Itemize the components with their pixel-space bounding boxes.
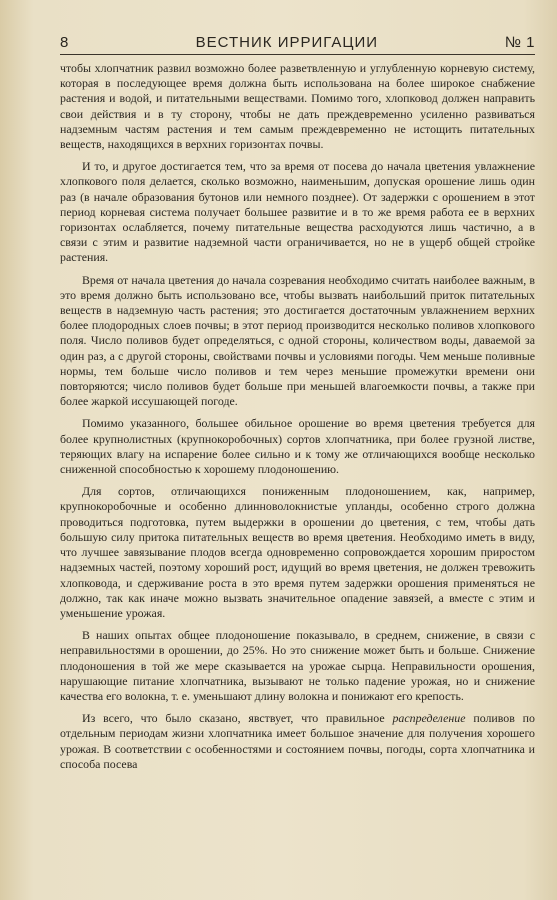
paragraph-2: И то, и другое достигается тем, что за время от посева до начала цветения увлажнение хлопкового поля делается, сколько возможно, наименьшим, допуская орошение лишь один раз (в начале образования бутонов или немного позднее). От задержки с орошением в этот период корневая система получает большее развитие и в то же время работа ее в верхних горизонтах ослабляется, почему питательные вещества расходуются лишь частично, а в связи с этим и развитие надземной части ограничивается, но не в ущерб общей стройке растения. (60, 159, 535, 265)
paragraph-7-end: поливов по отдельным периодам жизни хлопчатника имеет большое значение для получения хорошего урожая. В соответствии с особенностями и состоянием почвы, погоды, сорта хлопчатника и способа посева (60, 711, 535, 771)
paragraph-5: Для сортов, отличающихся пониженным плодоношением, как, например, крупнокоробочные и особенно длинноволокнистые упланды, особенно строго должна проводиться подготовка, путем выдержки в орошении до цветения, с тем, чтобы дать большую силу притока питательных веществ во время цветения. Необходимо иметь в виду, что лучшее завязывание плодов всегда одновременно сопровождается хорошим приростом надземных частей, поэтому хороший рост, идущий во время цветения, не должен тревожить хлопковода, и сдерживание роста в это время путем задержки орошения применяться не должно, так как иначе можно вызвать значительное опадение завязей, а вместе с этим и уменьшение урожая. (60, 484, 535, 620)
paragraph-7 (60, 711, 535, 772)
page-header (60, 34, 535, 55)
paragraph-1: чтобы хлопчатник развил возможно более разветвленную и углубленную корневую систему, которая в последующее время должна быть использована на более широкое снабжение растения и водой, и питательными веществами. Помимо того, хлопковод должен направить свои действия и в ту сторону, чтобы не дать преждевременно усиленно развиваться надземным частям растения и тем самым преждевременно не истощить питательных веществ, находящихся в верхних горизонтах почвы. (60, 61, 535, 152)
page-number: 8 (60, 34, 69, 51)
paragraph-6: В наших опытах общее плодоношение показывало, в среднем, снижение, в связи с неправильностями в орошении, до 25%. Но это снижение может быть и больше. Снижение плодоношения в той же мере сказывается на урожае сырца. Неправильности орошения, нарушающие питание хлопчатника, вызывают не только падение урожая, но и снижение качества его волокна, т. е. уменьшают длину волокна и понижают его крепость. (60, 628, 535, 703)
article-body (60, 61, 535, 772)
paragraph-3: Время от начала цветения до начала созревания необходимо считать наиболее важным, в это время должно быть использовано все, чтобы вызвать наибольший приток питательных веществ в надземную часть растения; это достигается достаточным увлажнением верхних более плодородных слоев почвы; в этот период производится несколько поливов хлопкового поля. Число поливов будет определяться, с одной стороны, количеством воды, даваемой за один раз, а с другой стороны, свойствами почвы и условиями погоды. Чем меньше поливные нормы, тем больше число поливов и тем через меньшие промежутки времени они повторяются; число поливов будет больше при меньшей влагоемкости почвы, а также при более жаркой иссушающей погоде. (60, 272, 535, 409)
paragraph-7-emphasis: распределение (392, 711, 466, 726)
paragraph-4: Помимо указанного, большее обильное орошение во время цветения требуется для более крупнолистных (крупнокоробочных) сортов хлопчатника, при более грузной листве, теряющих влагу на испарение более сильно и к тому же отличающихся вообще несколько сниженной способностью к хорошему плодоношению. (60, 416, 535, 477)
journal-title: ВЕСТНИК ИРРИГАЦИИ (195, 34, 379, 51)
paragraph-7-start: Из всего, что было сказано, явствует, что правильное (82, 711, 393, 726)
issue-number: № 1 (504, 34, 535, 51)
